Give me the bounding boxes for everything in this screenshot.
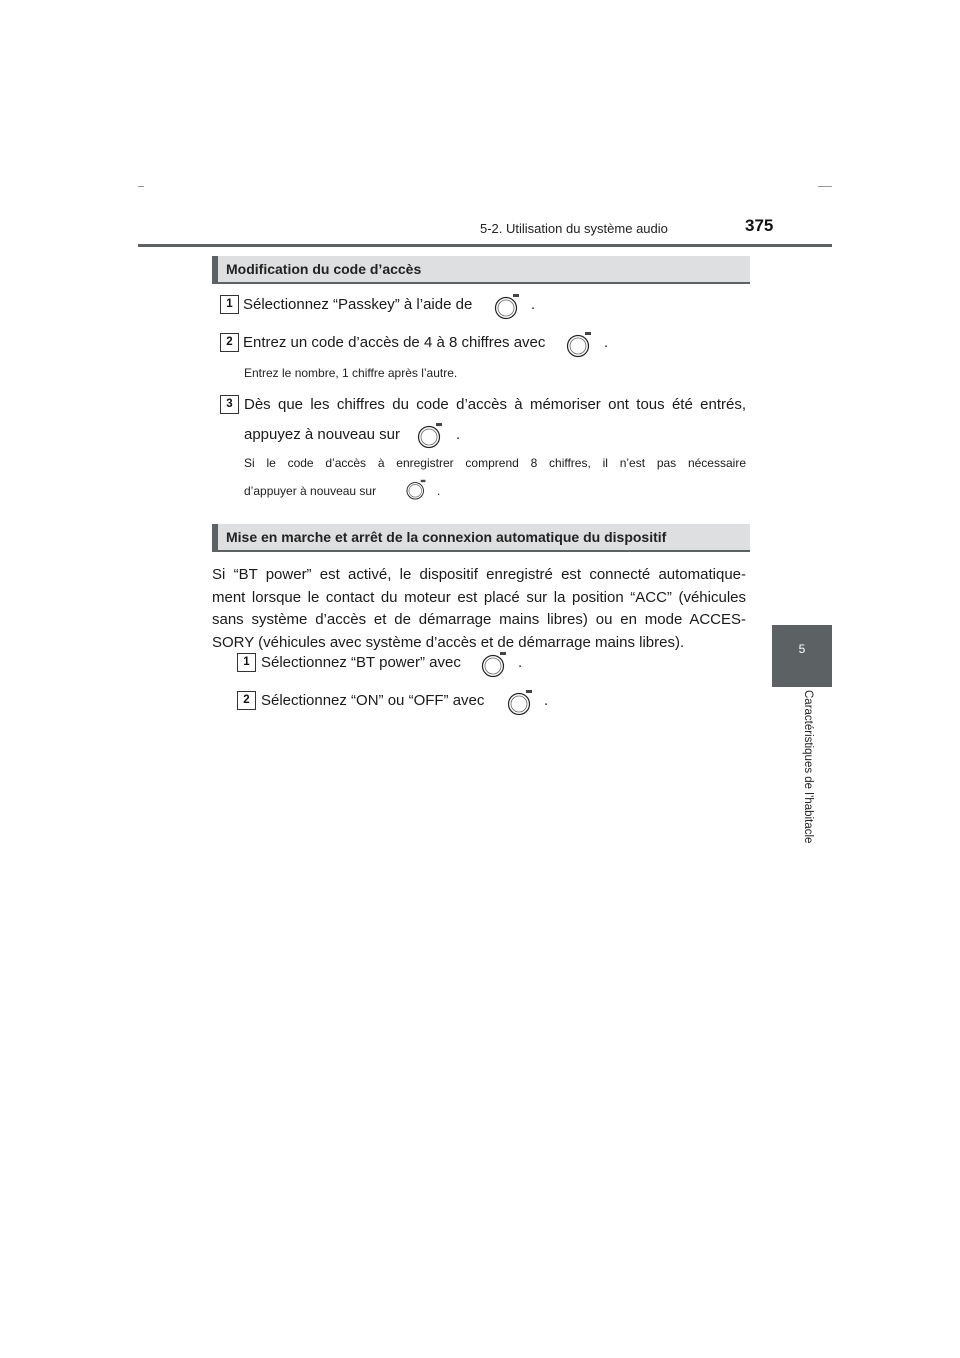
step-text-line: Dès que les chiffres du code d’accès à mémoriser ont tous été entrés,: [244, 396, 746, 413]
step-text: appuyez à nouveau sur: [244, 426, 400, 443]
chapter-tab-rule: [772, 685, 832, 687]
section-heading-auto-connection: [212, 524, 750, 552]
intro-line: ment lorsque le contact du moteur est placé sur la position “ACC” (véhicules: [212, 588, 746, 606]
chapter-number: 5: [798, 642, 806, 656]
page-number: 375: [745, 216, 774, 235]
crop-mark: [818, 186, 832, 187]
step-note-line: Si le code d’accès à enregistrer comprend 8 chiffres, il n’est pas nécessaire: [244, 456, 746, 470]
tune-select-knob-icon: [506, 689, 534, 717]
step-number: 2: [237, 691, 256, 710]
step-number: 1: [237, 653, 256, 672]
section-title: Modification du code d’accès: [226, 261, 422, 277]
step-period: .: [456, 426, 461, 443]
step-number: 1: [220, 295, 239, 314]
running-header: 5-2. Utilisation du système audio: [480, 221, 668, 236]
step-period: .: [531, 296, 536, 313]
step-text: Sélectionnez “ON” ou “OFF” avec: [261, 692, 485, 709]
tune-select-knob-icon: [480, 651, 508, 679]
intro-line: Si “BT power” est activé, le dispositif enregistré est connecté automatique-: [212, 566, 746, 583]
header-rule: [138, 244, 832, 247]
section-heading-bar: [212, 256, 218, 284]
step-text-before: Sélectionnez “Passkey” à l’aide de: [243, 296, 473, 313]
section-intro: [212, 564, 746, 654]
intro-line: sans système d’accès et de démarrage mains libres) ou en mode ACCES-: [212, 611, 746, 628]
intro-line: SORY (véhicules avec système d’accès et de démarrage mains libres).: [212, 633, 685, 651]
tune-select-knob-icon: [493, 293, 521, 321]
step-period: .: [544, 692, 549, 709]
step-text: [243, 334, 545, 351]
step-note: Entrez le nombre, 1 chiffre après l’autre.: [244, 366, 458, 380]
chapter-title: Caractéristiques de l’habitacle: [802, 690, 814, 844]
step-text: Sélectionnez “BT power” avec: [261, 654, 461, 671]
tune-select-knob-icon: [565, 331, 593, 359]
tune-select-knob-icon: [416, 422, 444, 450]
step-number: 2: [220, 333, 239, 352]
step-text: [243, 296, 472, 313]
section-heading-passkey: [212, 256, 750, 284]
section-heading-bar: [212, 524, 218, 552]
step-period: .: [604, 334, 609, 351]
step-period: .: [518, 654, 523, 671]
tune-select-knob-icon: [405, 479, 427, 501]
step-text-before: Entrez un code d’accès de 4 à 8 chiffres avec: [243, 334, 546, 351]
crop-mark: [138, 186, 144, 187]
step-note: [244, 456, 746, 479]
section-title: Mise en marche et arrêt de la connexion automatique du dispositif: [226, 529, 667, 545]
step-note: d’appuyer à nouveau sur: [244, 484, 377, 498]
step-number: 3: [220, 395, 239, 414]
step-text: [244, 396, 746, 419]
step-period: .: [437, 484, 441, 498]
